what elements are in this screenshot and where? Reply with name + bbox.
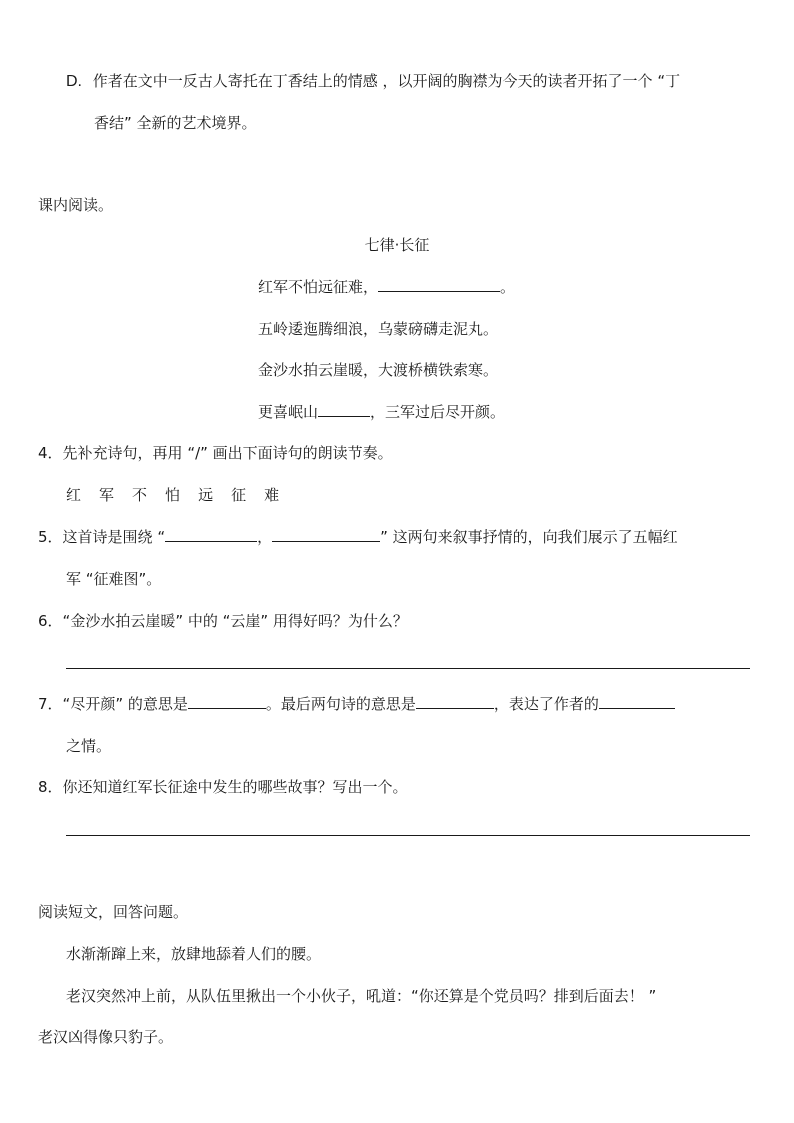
question-number: 4． (38, 444, 63, 462)
rhythm-char: 红 (66, 486, 82, 504)
fill-in-blank[interactable] (272, 527, 380, 542)
fill-in-blank[interactable] (188, 694, 266, 709)
question-number: 7． (38, 695, 63, 713)
question-text: 。最后两句诗的意思是 (265, 695, 416, 713)
question-7 (38, 693, 675, 715)
question-text: 先补充诗句，再用 “/” 画出下面诗句的朗读节奏。 (62, 444, 393, 462)
fill-in-blank[interactable] (318, 402, 370, 417)
question-number: 5． (38, 528, 63, 546)
question-number: 6． (38, 612, 63, 630)
poem-line-2: 五岭逶迤腾细浪，乌蒙磅礴走泥丸。 (258, 320, 499, 338)
question-5-line-2: 军 “征难图”。 (66, 570, 162, 588)
poem-line-4-start: 更喜岷山 (258, 403, 319, 421)
question-text: “尽开颜” 的意思是 (62, 695, 188, 713)
rhythm-line (66, 484, 297, 506)
passage-paragraph-1: 水渐渐蹿上来，放肆地舔着人们的腰。 (66, 945, 322, 963)
fill-in-blank[interactable] (599, 694, 675, 709)
rhythm-char: 征 (231, 486, 247, 504)
section-heading-1: 课内阅读。 (38, 196, 114, 214)
rhythm-char: 怕 (165, 486, 181, 504)
passage-paragraph-2-line-1: 老汉突然冲上前，从队伍里揪出一个小伙子，吼道：“你还算是个党员吗？排到后面去！ ” (66, 987, 657, 1005)
rhythm-char: 不 (132, 486, 148, 504)
rhythm-char: 远 (198, 486, 214, 504)
rhythm-char: 军 (99, 486, 115, 504)
question-5 (38, 526, 678, 548)
poem-line-4-end: ，三军过后尽开颜。 (370, 403, 506, 421)
poem-line-1-start: 红军不怕远征难， (258, 278, 379, 296)
poem-title: 七律·长征 (364, 236, 430, 254)
option-d-line-2: 香结” 全新的艺术境界。 (94, 114, 257, 132)
option-d-line-1 (66, 70, 680, 93)
poem-line-3: 金沙水拍云崖暖，大渡桥横铁索寒。 (258, 361, 499, 379)
poem-line-4 (258, 401, 505, 423)
question-6 (38, 610, 408, 632)
answer-line[interactable] (66, 668, 750, 669)
question-text: ，表达了作者的 (493, 695, 599, 713)
question-text: “金沙水拍云崖暖” 中的 “云崖” 用得好吗？为什么？ (62, 612, 408, 630)
question-8 (38, 776, 408, 798)
question-4 (38, 442, 393, 464)
question-7-line-2: 之情。 (66, 737, 112, 755)
poem-line-1 (258, 276, 515, 298)
question-text: 这首诗是围绕 “ (62, 528, 166, 546)
option-d-text: 作者在文中一反古人寄托在丁香结上的情感 ，以开阔的胸襟为今天的读者开拓了一个 “丁 (92, 72, 681, 90)
poem-line-1-end: 。 (500, 278, 516, 296)
question-text: ” 这两句来叙事抒情的，向我们展示了五幅红 (380, 528, 678, 546)
option-letter: D. (66, 73, 82, 90)
question-text: 你还知道红军长征途中发生的哪些故事？写出一个。 (62, 778, 408, 796)
answer-line[interactable] (66, 835, 750, 836)
question-number: 8． (38, 778, 63, 796)
passage-paragraph-2-line-2: 老汉凶得像只豹子。 (38, 1028, 174, 1046)
fill-in-blank[interactable] (378, 277, 500, 292)
fill-in-blank[interactable] (165, 527, 257, 542)
rhythm-char: 难 (264, 486, 280, 504)
question-text: ， (257, 528, 273, 546)
section-heading-2: 阅读短文，回答问题。 (38, 903, 189, 921)
fill-in-blank[interactable] (416, 694, 494, 709)
